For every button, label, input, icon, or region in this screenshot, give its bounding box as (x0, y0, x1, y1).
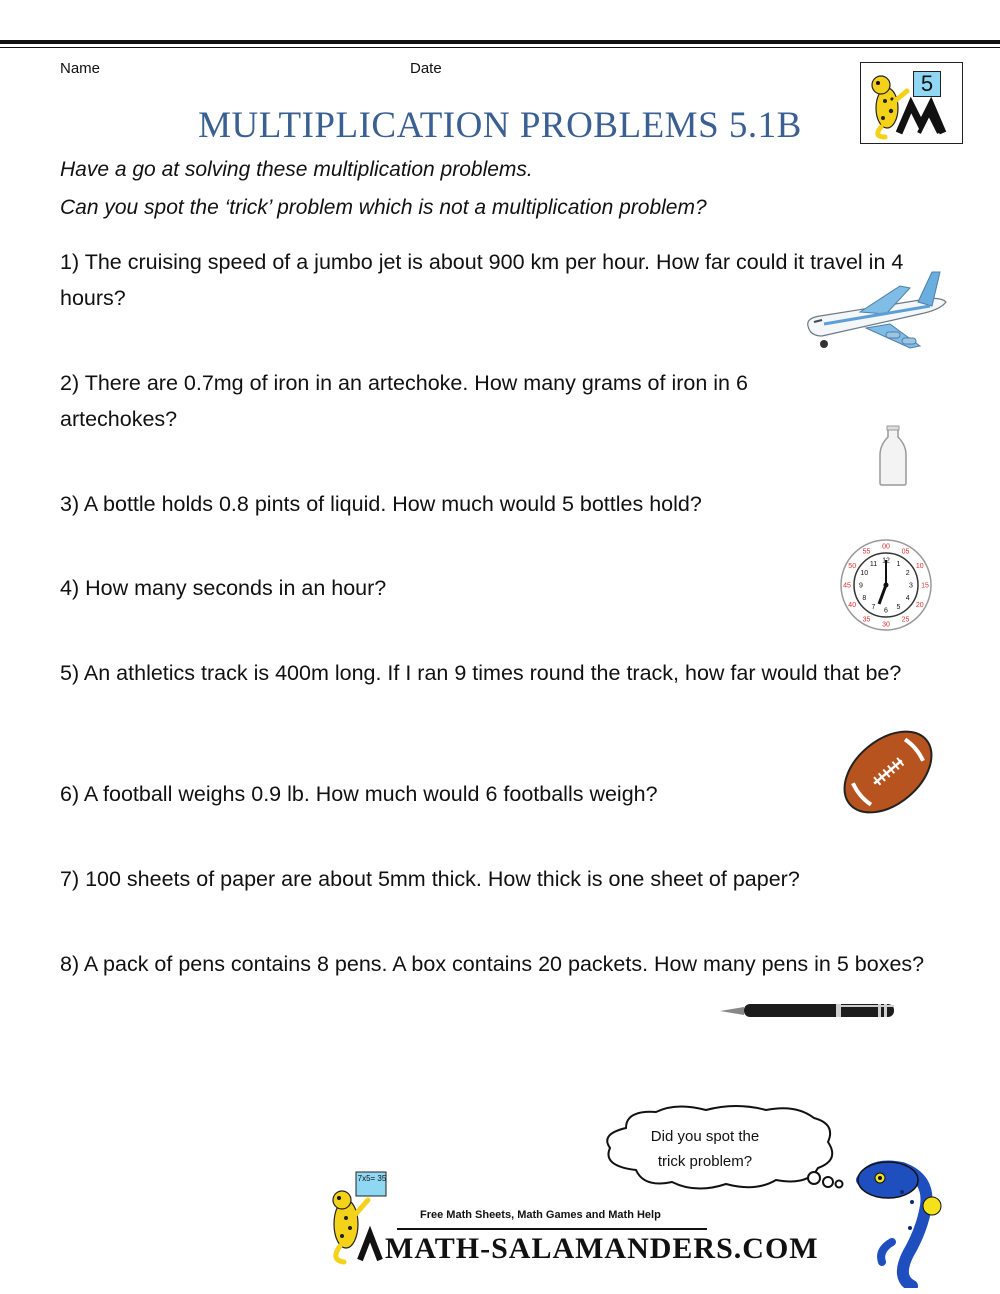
clock-hour-label: 12 (882, 557, 890, 565)
clock-icon (837, 538, 935, 632)
clock-minute-label: 00 (882, 543, 890, 551)
clock-hour-label: 7 (871, 604, 876, 612)
clock-hour-label: 6 (884, 607, 888, 615)
clock-minute-label: 05 (901, 548, 910, 556)
page-title: MULTIPLICATION PROBLEMS 5.1B (198, 105, 802, 146)
bubble-line-2: trick problem? (657, 1153, 753, 1170)
top-rule (0, 40, 1000, 44)
footer-rule (397, 1228, 707, 1230)
top-rule-thin (0, 47, 1000, 48)
intro-line-2: Can you spot the ‘trick’ problem which is not a multiplication problem? (60, 196, 707, 219)
question-5: 5) An athletics track is 400m long. If I ran 9 times round the track, how far would that be? (60, 661, 902, 685)
clock-minute-label: 55 (862, 548, 871, 556)
clock-hour-label: 4 (905, 595, 910, 602)
clock-minute-label: 30 (882, 621, 890, 629)
football-icon (840, 722, 936, 822)
footer-salamander-logo-icon (326, 1170, 392, 1266)
clock-minute-label: 20 (915, 602, 924, 609)
bubble-text (630, 1124, 780, 1174)
footer-logo-text: 7x5= 35 (357, 1174, 387, 1183)
clock-minute-label: 50 (848, 563, 857, 570)
footer-site-link[interactable]: MATH-SALAMANDERS.COM (385, 1232, 819, 1265)
pen-icon (718, 998, 908, 1022)
clock-minute-label: 15 (921, 582, 929, 590)
clock-minute-label: 35 (862, 616, 871, 624)
bubble-line-1: Did you spot the (650, 1128, 760, 1145)
question-4: 4) How many seconds in an hour? (60, 576, 387, 600)
clock-minute-label: 40 (848, 602, 857, 609)
airplane-icon (800, 266, 952, 358)
clock-hour-label: 5 (896, 604, 901, 612)
clock-hour-label: 3 (909, 582, 913, 590)
question-1: 1) The cruising speed of a jumbo jet is about 900 km per hour. How far could it travel in 4 hours? (60, 250, 904, 310)
clock-hour-label: 1 (896, 560, 901, 568)
clock-hour-label: 11 (869, 560, 878, 568)
blue-salamander-icon (852, 1158, 942, 1288)
clock-hour-label: 2 (905, 570, 910, 577)
question-2: 2) There are 0.7mg of iron in an artechoke. How many grams of iron in 6 artechokes? (60, 371, 748, 431)
question-3: 3) A bottle holds 0.8 pints of liquid. How much would 5 bottles hold? (60, 492, 702, 516)
question-7: 7) 100 sheets of paper are about 5mm thick. How thick is one sheet of paper? (60, 867, 800, 891)
date-label: Date (410, 60, 442, 77)
bottle-icon (876, 425, 910, 487)
clock-hour-label: 9 (859, 582, 863, 590)
intro-line-1: Have a go at solving these multiplication problems. (60, 158, 533, 181)
question-6: 6) A football weighs 0.9 lb. How much would 6 footballs weigh? (60, 782, 658, 806)
clock-minute-label: 45 (843, 582, 851, 590)
footer-tagline: Free Math Sheets, Math Games and Math Help (420, 1209, 661, 1221)
grade-badge: 5 (913, 71, 941, 97)
name-label: Name (60, 60, 101, 77)
clock-hour-label: 10 (860, 570, 869, 577)
question-8: 8) A pack of pens contains 8 pens. A box contains 20 packets. How many pens in 5 boxes? (60, 952, 925, 976)
clock-hour-label: 8 (862, 595, 867, 602)
clock-minute-label: 25 (901, 616, 910, 624)
clock-minute-label: 10 (915, 563, 924, 570)
